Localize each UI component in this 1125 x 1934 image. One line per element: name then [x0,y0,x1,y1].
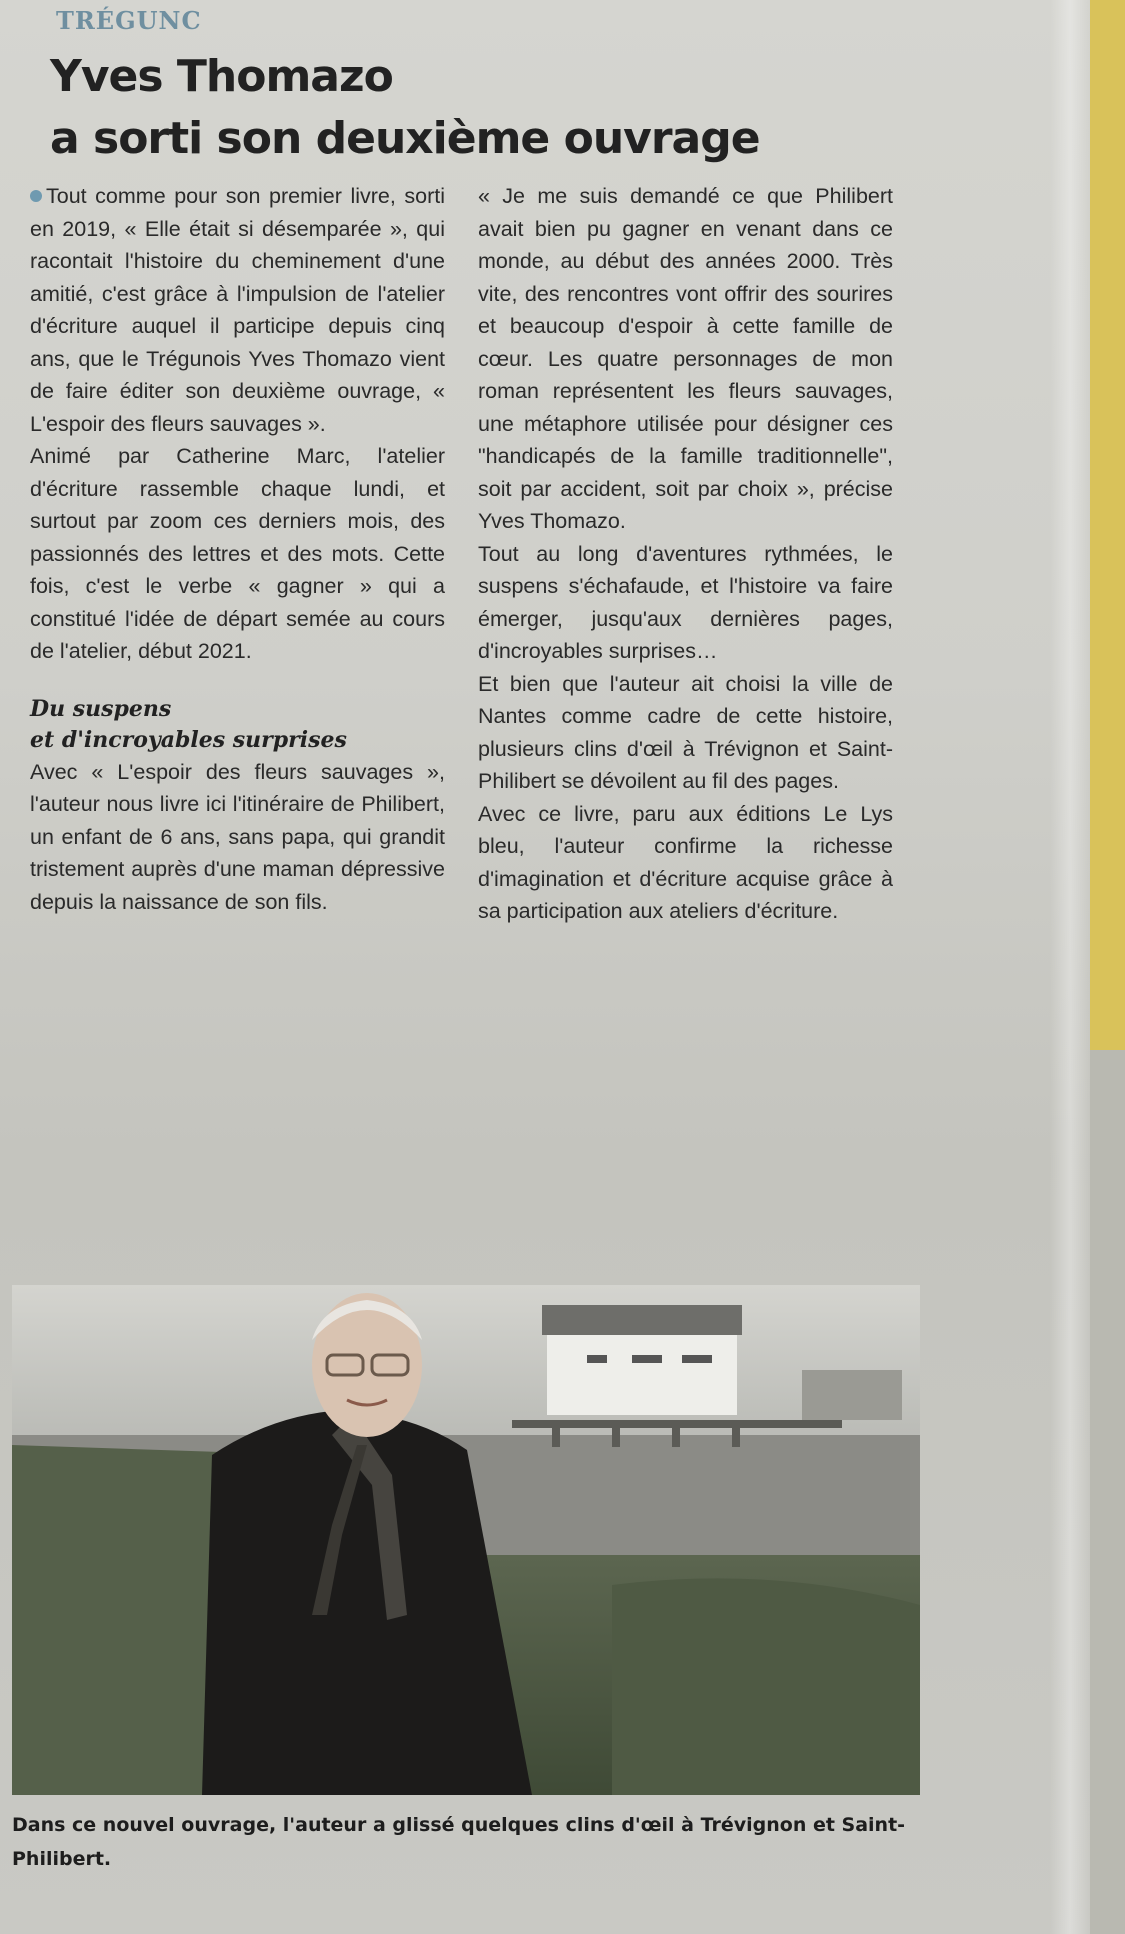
right-column [478,180,893,928]
paragraph: Avec « L'espoir des fleurs sauvages », l'auteur nous livre ici l'itinéraire de Philibert, un enfant de 6 ans, sans papa, qui grandit tristement auprès d'une maman dépressive depuis la naissance de son fils. [30,759,445,914]
paragraph-text: Tout comme pour son premier livre, sorti en 2019, « Elle était si désemparée », qui racontait l'histoire du cheminement d'une amitié, c'est grâce à l'impulsion de l'atelier d'écriture auquel il participe depuis cinq ans, que le Trégunois Yves Thomazo vient de faire éditer son deuxième ouvrage, « L'espoir des fleurs sauvages ». [30,184,445,436]
paragraph [30,180,445,440]
author-photo [12,1285,920,1795]
bullet-icon [30,190,42,202]
headline [50,46,1030,170]
headline-line-2: a sorti son deuxième ouvrage [50,113,760,164]
paragraph: Et bien que l'auteur ait choisi la ville de Nantes comme cadre de cette histoire, plusieurs clins d'œil à Trévignon et Saint-Philibert se dévoilent au fil des pages. [478,671,893,793]
subheading-line-1: Du suspens [30,695,172,722]
rubric: TRÉGUNC [56,6,202,35]
left-column [30,180,445,918]
paragraph: « Je me suis demandé ce que Philibert avait bien pu gagner en venant dans ce monde, au début des années 2000. Très vite, des rencontres vont offrir des sourires et beaucoup d'espoir à cette famille de cœur. Les quatre personnages de mon roman représentent les fleurs sauvages, une métaphore utilisée pour désigner ces "handicapés de la famille traditionnelle", soit par accident, soit par choix », précise Yves Thomazo. [478,184,893,533]
background-edge [1085,0,1125,1050]
paragraph: Animé par Catherine Marc, l'atelier d'écriture rassemble chaque lundi, et surtout par zoom ces derniers mois, des passionnés des lettres et des mots. Cette fois, c'est le verbe « gagner » qui a constitué l'idée de départ semée au cours de l'atelier, début 2021. [30,444,445,663]
paper-fold [1050,0,1090,1934]
subheading [30,694,445,756]
headline-line-1: Yves Thomazo [50,51,393,102]
subheading-line-2: et d'incroyables surprises [30,726,347,753]
photo-caption: Dans ce nouvel ouvrage, l'auteur a glissé quelques clins d'œil à Trévignon et Saint-Philibert. [12,1814,906,1870]
paragraph: Avec ce livre, paru aux éditions Le Lys bleu, l'auteur confirme la richesse d'imagination et d'écriture acquise grâce à sa participation aux ateliers d'écriture. [478,801,893,923]
paragraph: Tout au long d'aventures rythmées, le suspens s'échafaude, et l'histoire va faire émerger, jusqu'aux dernières pages, d'incroyables surprises… [478,541,893,663]
